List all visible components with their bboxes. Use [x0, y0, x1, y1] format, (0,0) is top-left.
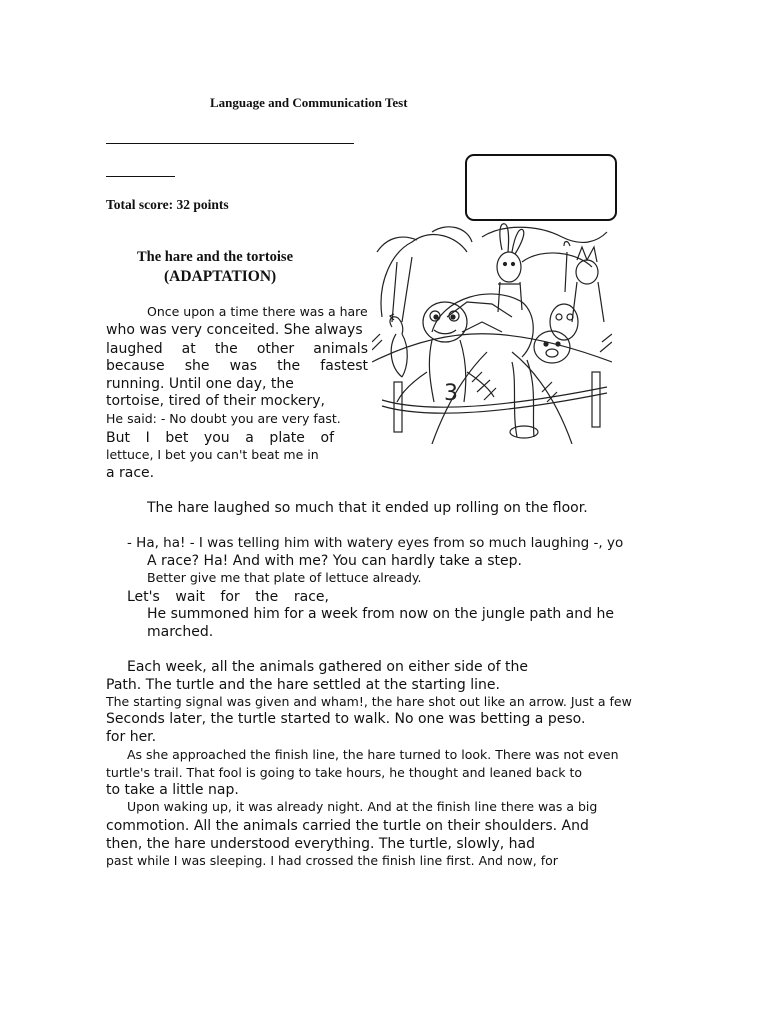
story-line: turtle's trail. That fool is going to take hours, he thought and leaned back to: [106, 765, 583, 780]
story-title: The hare and the tortoise: [137, 249, 294, 265]
svg-text:3: 3: [444, 381, 458, 406]
story-line: - Ha, ha! - I was telling him with watery eyes from so much laughing -, yo: [127, 535, 624, 551]
story-line: laughed at the other animals: [106, 341, 368, 357]
story-line: to take a little nap.: [106, 782, 239, 798]
name-blank-line: [106, 143, 354, 144]
test-title: Language and Communication Test: [210, 95, 408, 110]
story-line: Each week, all the animals gathered on either side of the: [127, 659, 529, 675]
story-line: commotion. All the animals carried the turtle on their shoulders. And: [106, 818, 589, 834]
date-blank-line: [106, 176, 175, 177]
story-line: tortoise, tired of their mockery,: [106, 393, 325, 409]
story-line: a race.: [106, 465, 155, 481]
story-line: But I bet you a plate of: [106, 430, 334, 446]
story-line: Let's wait for the race,: [127, 589, 329, 605]
story-line: Better give me that plate of lettuce already.: [147, 570, 422, 585]
story-line: The hare laughed so much that it ended up rolling on the floor.: [147, 500, 588, 516]
story-line: The starting signal was given and wham!, the hare shot out like an arrow. Just a few: [106, 694, 632, 709]
hare-tortoise-illustration: [372, 222, 612, 448]
story-subtitle: (ADAPTATION): [164, 268, 277, 285]
total-score: Total score: 32 points: [106, 197, 229, 212]
story-line: then, the hare understood everything. The turtle, slowly, had: [106, 836, 535, 852]
race-illustration-icon: [372, 222, 612, 444]
story-line: lettuce, I bet you can't beat me in: [106, 447, 319, 462]
story-line: Seconds later, the turtle started to walk. No one was betting a peso.: [106, 711, 586, 727]
story-line: because she was the fastest: [106, 358, 368, 374]
story-line: running. Until one day, the: [106, 376, 294, 392]
story-line: Upon waking up, it was already night. And at the finish line there was a big: [127, 799, 598, 814]
score-box: [465, 154, 617, 221]
story-line: Path. The turtle and the hare settled at the starting line.: [106, 677, 500, 693]
story-line: Once upon a time there was a hare: [147, 304, 368, 319]
story-line: who was very conceited. She always: [106, 322, 363, 338]
story-line: As she approached the finish line, the hare turned to look. There was not even: [127, 747, 619, 762]
story-line: for her.: [106, 729, 157, 745]
story-line: past while I was sleeping. I had crossed the finish line first. And now, for: [106, 853, 558, 868]
story-line: marched.: [147, 624, 214, 640]
story-line: He summoned him for a week from now on the jungle path and he: [147, 606, 614, 622]
story-line: He said: - No doubt you are very fast.: [106, 411, 341, 426]
story-line: A race? Ha! And with me? You can hardly take a step.: [147, 553, 522, 569]
